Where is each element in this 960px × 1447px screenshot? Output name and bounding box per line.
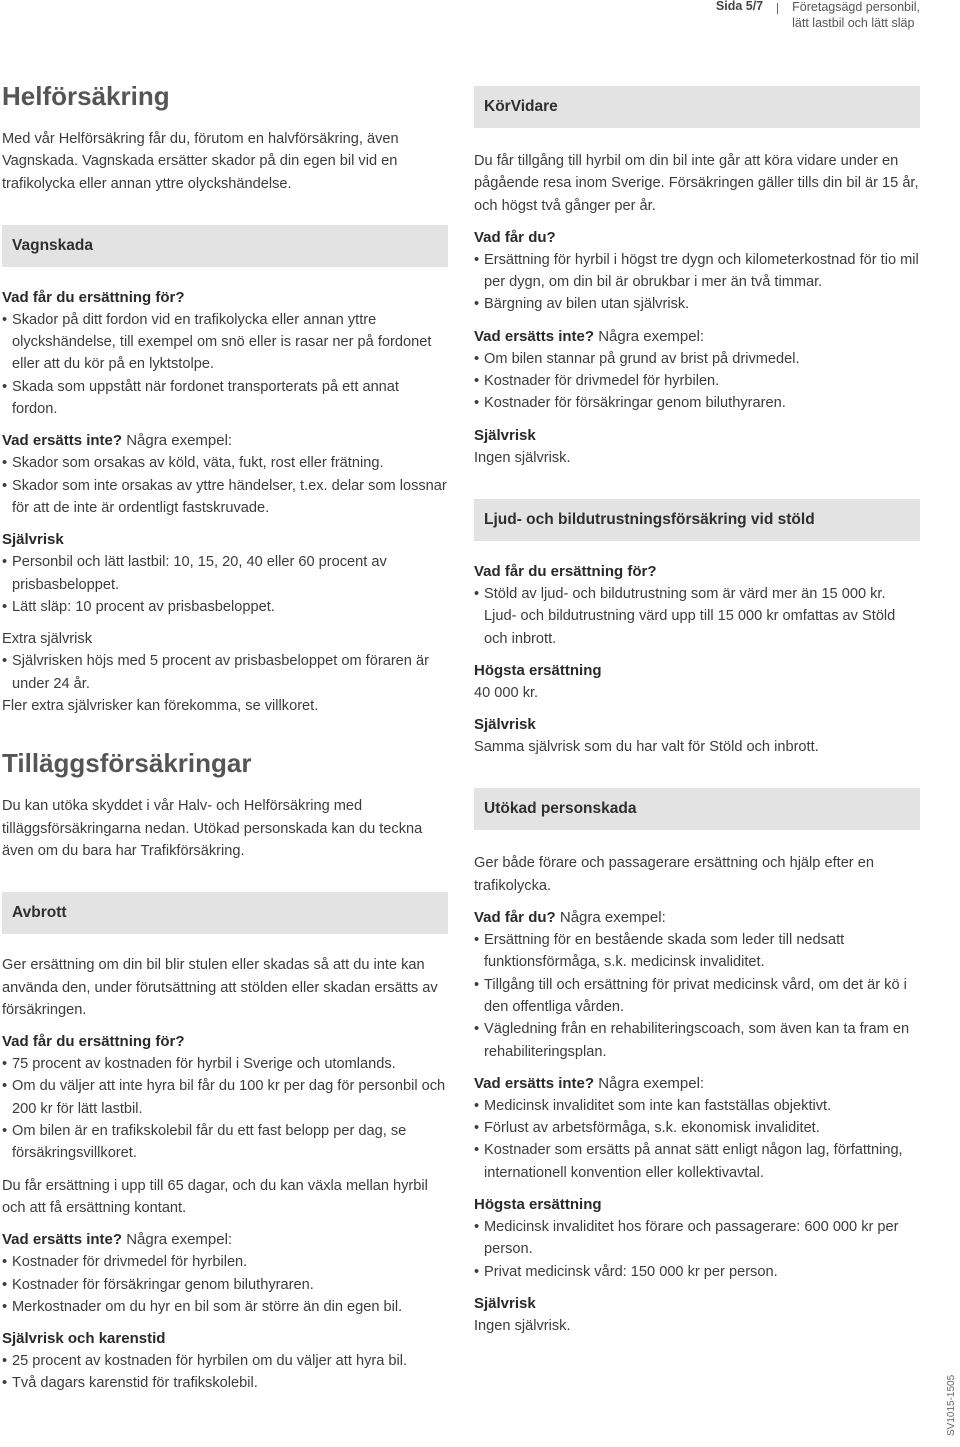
heading-bold: Vad ersätts inte? xyxy=(474,327,595,345)
list-item: • Kostnader som ersätts på annat sätt enligt någon lag, författning, internationell konvention eller kollektivavtal. xyxy=(474,1139,920,1184)
ljud-sjalvrisk-heading: Självrisk xyxy=(474,716,536,734)
header-title-line2: lätt lastbil och lätt släp xyxy=(792,16,915,30)
korvidare-intro: Du får tillgång till hyrbil om din bil inte går att köra vidare under en pågående resa inom Sverige. Försäkringen gäller tills din bil är 15 år, och högst två gånger per år. xyxy=(474,153,919,214)
korvidare-sjalvrisk-text: Ingen självrisk. xyxy=(474,449,571,466)
personskada-max-heading: Högsta ersättning xyxy=(474,1196,602,1214)
personskada-not-heading xyxy=(474,1073,920,1095)
list-item: • Privat medicinsk vård: 150 000 kr per person. xyxy=(474,1261,920,1283)
list-item: • Medicinsk invaliditet som inte kan fastställas objektivt. xyxy=(474,1095,920,1117)
header-title xyxy=(778,0,920,31)
extra-sjalvrisk-list xyxy=(2,650,448,695)
ljud-what-heading: Vad får du ersättning för? xyxy=(474,562,657,580)
list-item: • Förlust av arbetsförmåga, s.k. ekonomisk invaliditet. xyxy=(474,1117,920,1139)
personskada-what-list xyxy=(474,929,920,1063)
personskada-what-heading xyxy=(474,907,920,929)
vagnskada-not-list xyxy=(2,452,448,519)
heading-suffix: Några exempel: xyxy=(555,909,666,927)
vagnskada-sjalvrisk-heading: Självrisk xyxy=(2,531,64,549)
vagnskada-band: Vagnskada xyxy=(2,225,448,267)
avbrott-not-heading xyxy=(2,1229,448,1251)
list-item: • Medicinsk invaliditet hos förare och passagerare: 600 000 kr per person. xyxy=(474,1216,920,1261)
list-item: • Skador som orsakas av köld, väta, fukt, rost eller frätning. xyxy=(2,452,448,474)
personskada-sjalvrisk-heading: Självrisk xyxy=(474,1294,536,1312)
avbrott-what-heading: Vad får du ersättning för? xyxy=(2,1033,185,1051)
list-item: • Två dagars karenstid för trafikskolebil. xyxy=(2,1372,448,1394)
vagnskada-what-heading: Vad får du ersättning för? xyxy=(2,288,185,306)
ljud-sjalvrisk-text: Samma självrisk som du har valt för Stöld och inbrott. xyxy=(474,739,819,756)
list-item: • Skada som uppstått när fordonet transporterats på ett annat fordon. xyxy=(2,376,448,421)
list-item: • Lätt släp: 10 procent av prisbasbeloppet. xyxy=(2,596,448,618)
tillagg-title: Tilläggsförsäkringar xyxy=(2,748,252,779)
document-code: SV1015-1505 xyxy=(946,1374,957,1436)
avbrott-what-list xyxy=(2,1053,448,1164)
page-header xyxy=(716,0,920,36)
list-item: • Om bilen stannar på grund av brist på drivmedel. xyxy=(474,348,920,370)
vagnskada-sjalvrisk-list xyxy=(2,551,448,618)
vagnskada-not-heading xyxy=(2,430,448,452)
heading-suffix: Några exempel: xyxy=(594,1074,705,1092)
vagnskada-what-list xyxy=(2,309,448,420)
personskada-not-list xyxy=(474,1095,920,1184)
list-item: • Ersättning för hyrbil i högst tre dygn och kilometerkostnad för tio mil per dygn, om din bil är obrukbar i mer än två timmar. xyxy=(474,249,920,294)
personskada-max-list xyxy=(474,1216,920,1283)
avbrott-sk-list xyxy=(2,1350,448,1395)
right-column xyxy=(474,86,920,1337)
list-item: • Skador som inte orsakas av yttre händelser, t.ex. delar som lossnar för att de inte är ordentligt fastskruvade. xyxy=(2,475,448,520)
page-number: Sida 5/7 xyxy=(715,0,764,13)
personskada-intro: Ger både förare och passagerare ersättning och hjälp efter en trafikolycka. xyxy=(474,855,874,894)
list-item: • Skador på ditt fordon vid en trafikolycka eller annan yttre olyckshändelse, till exempel om snö eller is rasar ner på fordonet eller att du kör på en lyktstolpe. xyxy=(2,309,448,376)
list-item: • Kostnader för försäkringar genom biluthyraren. xyxy=(474,392,920,414)
ljud-what-list xyxy=(474,583,920,650)
helforsakring-intro: Med vår Helförsäkring får du, förutom en halvförsäkring, även Vagnskada. Vagnskada ersätter skador på din egen bil vid en trafikolycka eller annan yttre olyckshändelse. xyxy=(2,131,399,192)
list-item: • 25 procent av kostnaden för hyrbilen om du väljer att hyra bil. xyxy=(2,1350,448,1372)
list-item: • Självrisken höjs med 5 procent av prisbasbeloppet om föraren är under 24 år. xyxy=(2,650,448,695)
helforsakring-title: Helförsäkring xyxy=(2,81,170,111)
avbrott-not-list xyxy=(2,1251,448,1318)
list-item: • Stöld av ljud- och bildutrustning som är värd mer än 15 000 kr. Ljud- och bildutrustning värd upp till 15 000 kr omfattas av Stöld och inbrott. xyxy=(474,583,920,650)
list-item: • Kostnader för drivmedel för hyrbilen. xyxy=(474,370,920,392)
ljud-max-text: 40 000 kr. xyxy=(474,684,539,701)
list-item: • Om bilen är en trafikskolebil får du ett fast belopp per dag, se försäkringsvillkoret. xyxy=(2,1120,448,1165)
heading-bold: Vad ersätts inte? xyxy=(474,1074,595,1092)
heading-bold: Vad ersätts inte? xyxy=(2,432,123,450)
heading-bold: Vad får du? xyxy=(474,909,556,927)
korvidare-band: KörVidare xyxy=(474,86,920,128)
extra-sjalvrisk-note: Fler extra självrisker kan förekomma, se villkoret. xyxy=(2,698,319,715)
korvidare-what-list xyxy=(474,249,920,316)
ljud-band: Ljud- och bildutrustningsförsäkring vid stöld xyxy=(474,499,920,541)
tillagg-intro: Du kan utöka skyddet i vår Halv- och Helförsäkring med tilläggsförsäkringarna nedan. Utökad personskada kan du teckna även om du bara har Trafikförsäkring. xyxy=(2,798,423,859)
korvidare-sjalvrisk-heading: Självrisk xyxy=(474,426,536,444)
heading-bold: Vad ersätts inte? xyxy=(2,1231,123,1249)
heading-suffix: Några exempel: xyxy=(594,327,705,345)
list-item: • Kostnader för drivmedel för hyrbilen. xyxy=(2,1251,448,1273)
header-title-line1: Företagsägd personbil, xyxy=(792,0,920,14)
avbrott-sk-heading: Självrisk och karenstid xyxy=(2,1330,166,1348)
avbrott-intro: Ger ersättning om din bil blir stulen eller skadas så att du inte kan använda den, under förutsättning att stölden eller skadan ersätts av försäkringen. xyxy=(2,957,438,1018)
ljud-max-heading: Högsta ersättning xyxy=(474,661,602,679)
list-item: • Ersättning för en bestående skada som leder till nedsatt funktionsförmåga, s.k. medicinsk invaliditet. xyxy=(474,929,920,974)
list-item: • Tillgång till och ersättning för privat medicinsk vård, om det är kö i den offentliga vården. xyxy=(474,974,920,1019)
list-item: • Kostnader för försäkringar genom biluthyraren. xyxy=(2,1274,448,1296)
list-item: • Merkostnader om du hyr en bil som är större än din egen bil. xyxy=(2,1296,448,1318)
list-item: • Vägledning från en rehabiliteringscoach, som även kan ta fram en rehabiliteringsplan. xyxy=(474,1018,920,1063)
list-item: • 75 procent av kostnaden för hyrbil i Sverige och utomlands. xyxy=(2,1053,448,1075)
extra-sjalvrisk-heading: Extra självrisk xyxy=(2,631,93,648)
list-item: • Om du väljer att inte hyra bil får du 100 kr per dag för personbil och 200 kr för lätt lastbil. xyxy=(2,1075,448,1120)
korvidare-what-heading: Vad får du? xyxy=(474,228,556,246)
list-item: • Personbil och lätt lastbil: 10, 15, 20, 40 eller 60 procent av prisbasbeloppet. xyxy=(2,551,448,596)
list-item: • Bärgning av bilen utan självrisk. xyxy=(474,293,920,315)
korvidare-not-heading xyxy=(474,326,920,348)
avbrott-days-note: Du får ersättning i upp till 65 dagar, och du kan växla mellan hyrbil och att få ersättning kontant. xyxy=(2,1177,428,1216)
personskada-band: Utökad personskada xyxy=(474,788,920,830)
left-column xyxy=(2,80,448,1395)
heading-suffix: Några exempel: xyxy=(122,432,233,450)
heading-suffix: Några exempel: xyxy=(122,1231,233,1249)
avbrott-band: Avbrott xyxy=(2,892,448,934)
personskada-sjalvrisk-text: Ingen självrisk. xyxy=(474,1317,571,1334)
korvidare-not-list xyxy=(474,348,920,415)
